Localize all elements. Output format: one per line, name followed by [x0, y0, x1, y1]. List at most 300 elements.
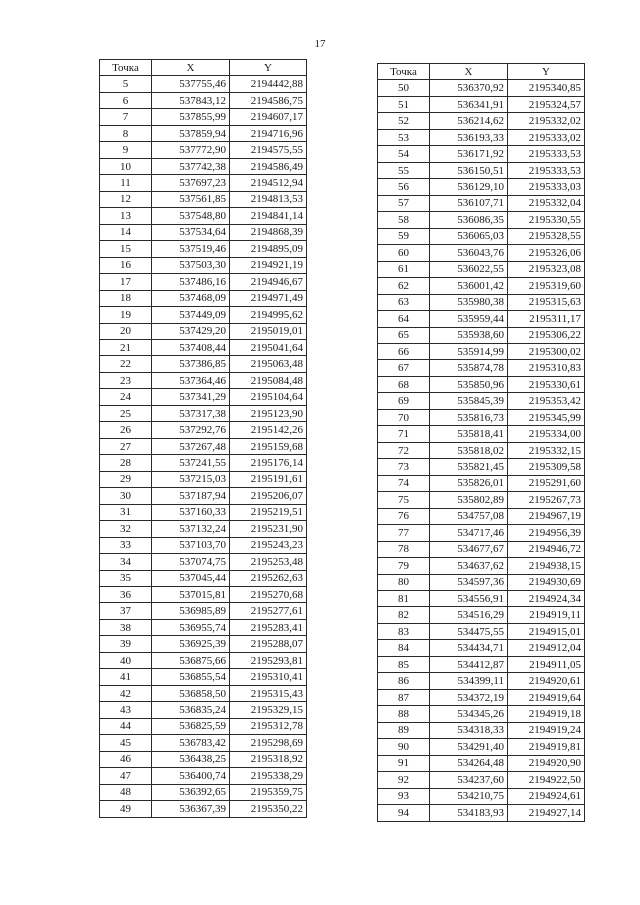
- y-cell: 2195310,83: [508, 360, 585, 376]
- point-cell: 23: [100, 372, 152, 388]
- y-cell: 2195310,41: [230, 669, 307, 685]
- y-cell: 2195277,61: [230, 603, 307, 619]
- x-cell: 537132,24: [152, 521, 230, 537]
- y-cell: 2194868,39: [230, 224, 307, 240]
- x-cell: 536858,50: [152, 685, 230, 701]
- y-cell: 2195283,41: [230, 619, 307, 635]
- y-cell: 2195318,92: [230, 751, 307, 767]
- x-cell: 535914,99: [430, 343, 508, 359]
- table-row: [100, 488, 307, 504]
- point-cell: 83: [378, 623, 430, 639]
- y-cell: 2194971,49: [230, 290, 307, 306]
- point-cell: 77: [378, 525, 430, 541]
- table-row: [378, 80, 585, 96]
- point-cell: 73: [378, 459, 430, 475]
- point-cell: 29: [100, 471, 152, 487]
- y-cell: 2195345,99: [508, 409, 585, 425]
- table-row: [100, 702, 307, 718]
- point-cell: 52: [378, 113, 430, 129]
- x-cell: 536955,74: [152, 619, 230, 635]
- point-cell: 64: [378, 311, 430, 327]
- x-cell: 537449,09: [152, 307, 230, 323]
- table-row: [378, 541, 585, 557]
- y-cell: 2195333,03: [508, 179, 585, 195]
- x-cell: 535980,38: [430, 294, 508, 310]
- x-cell: 537103,70: [152, 537, 230, 553]
- x-cell: 537503,30: [152, 257, 230, 273]
- point-cell: 21: [100, 339, 152, 355]
- y-cell: 2195206,07: [230, 488, 307, 504]
- table-row: [378, 195, 585, 211]
- point-cell: 17: [100, 274, 152, 290]
- coordinates-table-right: [377, 63, 585, 822]
- x-cell: 536129,10: [430, 179, 508, 195]
- y-cell: 2195063,48: [230, 356, 307, 372]
- point-cell: 50: [378, 80, 430, 96]
- y-cell: 2194921,19: [230, 257, 307, 273]
- x-cell: 536065,03: [430, 228, 508, 244]
- x-cell: 537215,03: [152, 471, 230, 487]
- table-row: [378, 623, 585, 639]
- y-cell: 2194920,90: [508, 755, 585, 771]
- table-row: [378, 558, 585, 574]
- y-cell: 2195332,15: [508, 442, 585, 458]
- x-cell: 537364,46: [152, 372, 230, 388]
- x-cell: 534372,19: [430, 689, 508, 705]
- table-row: [100, 142, 307, 158]
- table-row: [378, 574, 585, 590]
- header-x: X: [430, 64, 508, 80]
- y-cell: 2195309,58: [508, 459, 585, 475]
- y-cell: 2195176,14: [230, 455, 307, 471]
- point-cell: 54: [378, 146, 430, 162]
- x-cell: 534412,87: [430, 656, 508, 672]
- header-x: X: [152, 60, 230, 76]
- point-cell: 57: [378, 195, 430, 211]
- point-cell: 91: [378, 755, 430, 771]
- table-row: [378, 228, 585, 244]
- table-row: [378, 805, 585, 821]
- x-cell: 537534,64: [152, 224, 230, 240]
- x-cell: 536855,54: [152, 669, 230, 685]
- y-cell: 2194920,61: [508, 673, 585, 689]
- point-cell: 72: [378, 442, 430, 458]
- point-cell: 30: [100, 488, 152, 504]
- y-cell: 2194919,24: [508, 722, 585, 738]
- point-cell: 71: [378, 426, 430, 442]
- table-body-left: [100, 76, 307, 817]
- y-cell: 2195267,73: [508, 492, 585, 508]
- y-cell: 2194924,34: [508, 591, 585, 607]
- x-cell: 534516,29: [430, 607, 508, 623]
- table-row: [100, 76, 307, 92]
- point-cell: 20: [100, 323, 152, 339]
- y-cell: 2195338,29: [230, 768, 307, 784]
- point-cell: 66: [378, 343, 430, 359]
- point-cell: 55: [378, 162, 430, 178]
- point-cell: 56: [378, 179, 430, 195]
- table-row: [100, 92, 307, 108]
- x-cell: 535818,41: [430, 426, 508, 442]
- y-cell: 2194919,11: [508, 607, 585, 623]
- x-cell: 534434,71: [430, 640, 508, 656]
- point-cell: 15: [100, 241, 152, 257]
- point-cell: 5: [100, 76, 152, 92]
- point-cell: 22: [100, 356, 152, 372]
- table-row: [378, 492, 585, 508]
- y-cell: 2195319,60: [508, 278, 585, 294]
- y-cell: 2194575,55: [230, 142, 307, 158]
- y-cell: 2195350,22: [230, 801, 307, 817]
- y-cell: 2194919,81: [508, 739, 585, 755]
- table-row: [378, 459, 585, 475]
- x-cell: 536985,89: [152, 603, 230, 619]
- table-row: [100, 603, 307, 619]
- point-cell: 11: [100, 175, 152, 191]
- x-cell: 535938,60: [430, 327, 508, 343]
- point-cell: 47: [100, 768, 152, 784]
- point-cell: 63: [378, 294, 430, 310]
- point-cell: 19: [100, 307, 152, 323]
- table-row: [100, 685, 307, 701]
- y-cell: 2195041,64: [230, 339, 307, 355]
- point-cell: 26: [100, 422, 152, 438]
- y-cell: 2194938,15: [508, 558, 585, 574]
- point-cell: 89: [378, 722, 430, 738]
- table-row: [378, 212, 585, 228]
- y-cell: 2195340,85: [508, 80, 585, 96]
- point-cell: 16: [100, 257, 152, 273]
- table-row: [100, 257, 307, 273]
- point-cell: 51: [378, 96, 430, 112]
- table-row: [378, 360, 585, 376]
- point-cell: 48: [100, 784, 152, 800]
- y-cell: 2195288,07: [230, 636, 307, 652]
- y-cell: 2195298,69: [230, 735, 307, 751]
- y-cell: 2194716,96: [230, 125, 307, 141]
- x-cell: 534399,11: [430, 673, 508, 689]
- point-cell: 75: [378, 492, 430, 508]
- table-row: [378, 278, 585, 294]
- x-cell: 536086,35: [430, 212, 508, 228]
- y-cell: 2194586,49: [230, 158, 307, 174]
- x-cell: 536925,39: [152, 636, 230, 652]
- y-cell: 2195332,04: [508, 195, 585, 211]
- x-cell: 537160,33: [152, 504, 230, 520]
- y-cell: 2195326,06: [508, 245, 585, 261]
- y-cell: 2194946,67: [230, 274, 307, 290]
- table-row: [100, 208, 307, 224]
- y-cell: 2194946,72: [508, 541, 585, 557]
- x-cell: 536438,25: [152, 751, 230, 767]
- x-cell: 535959,44: [430, 311, 508, 327]
- point-cell: 58: [378, 212, 430, 228]
- point-cell: 12: [100, 191, 152, 207]
- table-row: [100, 537, 307, 553]
- point-cell: 9: [100, 142, 152, 158]
- table-row: [100, 422, 307, 438]
- x-cell: 535818,02: [430, 442, 508, 458]
- x-cell: 537317,38: [152, 405, 230, 421]
- y-cell: 2195333,53: [508, 146, 585, 162]
- point-cell: 82: [378, 607, 430, 623]
- table-row: [378, 475, 585, 491]
- point-cell: 88: [378, 706, 430, 722]
- table-row: [378, 343, 585, 359]
- table-row: [378, 294, 585, 310]
- table-row: [378, 788, 585, 804]
- table-row: [378, 591, 585, 607]
- y-cell: 2195300,02: [508, 343, 585, 359]
- point-cell: 10: [100, 158, 152, 174]
- table-row: [100, 158, 307, 174]
- x-cell: 535826,01: [430, 475, 508, 491]
- table-row: [100, 224, 307, 240]
- y-cell: 2194813,53: [230, 191, 307, 207]
- table-row: [100, 768, 307, 784]
- x-cell: 536825,59: [152, 718, 230, 734]
- x-cell: 536150,51: [430, 162, 508, 178]
- table-row: [100, 751, 307, 767]
- x-cell: 535874,78: [430, 360, 508, 376]
- table-row: [378, 525, 585, 541]
- table-row: [378, 426, 585, 442]
- y-cell: 2195333,02: [508, 129, 585, 145]
- table-row: [378, 607, 585, 623]
- table-row: [378, 739, 585, 755]
- point-cell: 25: [100, 405, 152, 421]
- table-row: [100, 735, 307, 751]
- point-cell: 28: [100, 455, 152, 471]
- x-cell: 537697,23: [152, 175, 230, 191]
- y-cell: 2195359,75: [230, 784, 307, 800]
- x-cell: 536400,74: [152, 768, 230, 784]
- table-header-row: [100, 60, 307, 76]
- point-cell: 37: [100, 603, 152, 619]
- point-cell: 90: [378, 739, 430, 755]
- table-row: [100, 619, 307, 635]
- table-row: [100, 455, 307, 471]
- point-cell: 53: [378, 129, 430, 145]
- y-cell: 2194956,39: [508, 525, 585, 541]
- y-cell: 2195353,42: [508, 393, 585, 409]
- point-cell: 40: [100, 652, 152, 668]
- x-cell: 537855,99: [152, 109, 230, 125]
- table-row: [100, 521, 307, 537]
- table-row: [100, 323, 307, 339]
- point-cell: 78: [378, 541, 430, 557]
- table-row: [100, 405, 307, 421]
- x-cell: 534475,55: [430, 623, 508, 639]
- point-cell: 27: [100, 438, 152, 454]
- table-row: [100, 801, 307, 817]
- page-number: 17: [314, 38, 326, 50]
- x-cell: 537386,85: [152, 356, 230, 372]
- x-cell: 537187,94: [152, 488, 230, 504]
- point-cell: 18: [100, 290, 152, 306]
- header-y: Y: [508, 64, 585, 80]
- x-cell: 536107,71: [430, 195, 508, 211]
- x-cell: 537742,38: [152, 158, 230, 174]
- point-cell: 34: [100, 554, 152, 570]
- table-row: [378, 327, 585, 343]
- table-row: [100, 718, 307, 734]
- table-row: [100, 652, 307, 668]
- point-cell: 14: [100, 224, 152, 240]
- x-cell: 536370,92: [430, 80, 508, 96]
- table-row: [378, 376, 585, 392]
- y-cell: 2194912,04: [508, 640, 585, 656]
- table-row: [100, 175, 307, 191]
- point-cell: 81: [378, 591, 430, 607]
- y-cell: 2195315,43: [230, 685, 307, 701]
- table-row: [100, 274, 307, 290]
- y-cell: 2194927,14: [508, 805, 585, 821]
- y-cell: 2195142,26: [230, 422, 307, 438]
- x-cell: 534237,60: [430, 772, 508, 788]
- table-row: [100, 307, 307, 323]
- table-row: [378, 508, 585, 524]
- point-cell: 39: [100, 636, 152, 652]
- table-row: [378, 129, 585, 145]
- table-body-right: [378, 80, 585, 821]
- point-cell: 79: [378, 558, 430, 574]
- x-cell: 534291,40: [430, 739, 508, 755]
- point-cell: 59: [378, 228, 430, 244]
- table-row: [100, 587, 307, 603]
- y-cell: 2195191,61: [230, 471, 307, 487]
- y-cell: 2195219,51: [230, 504, 307, 520]
- y-cell: 2195270,68: [230, 587, 307, 603]
- x-cell: 534677,67: [430, 541, 508, 557]
- x-cell: 534183,93: [430, 805, 508, 821]
- point-cell: 7: [100, 109, 152, 125]
- y-cell: 2194442,88: [230, 76, 307, 92]
- x-cell: 537468,09: [152, 290, 230, 306]
- table-row: [378, 772, 585, 788]
- header-point: Точка: [378, 64, 430, 80]
- x-cell: 536367,39: [152, 801, 230, 817]
- point-cell: 62: [378, 278, 430, 294]
- table-row: [378, 261, 585, 277]
- table-row: [100, 191, 307, 207]
- y-cell: 2195329,15: [230, 702, 307, 718]
- y-cell: 2194995,62: [230, 307, 307, 323]
- table-row: [378, 755, 585, 771]
- y-cell: 2195243,23: [230, 537, 307, 553]
- y-cell: 2195334,00: [508, 426, 585, 442]
- table-row: [100, 570, 307, 586]
- x-cell: 537045,44: [152, 570, 230, 586]
- table-row: [378, 113, 585, 129]
- table-row: [378, 245, 585, 261]
- x-cell: 536022,55: [430, 261, 508, 277]
- table-row: [100, 636, 307, 652]
- table-row: [100, 438, 307, 454]
- table-row: [378, 311, 585, 327]
- table-row: [100, 372, 307, 388]
- point-cell: 45: [100, 735, 152, 751]
- table-row: [378, 673, 585, 689]
- point-cell: 68: [378, 376, 430, 392]
- x-cell: 537341,29: [152, 389, 230, 405]
- y-cell: 2194512,94: [230, 175, 307, 191]
- table-row: [100, 471, 307, 487]
- y-cell: 2195104,64: [230, 389, 307, 405]
- y-cell: 2195312,78: [230, 718, 307, 734]
- table-row: [100, 554, 307, 570]
- point-cell: 60: [378, 245, 430, 261]
- x-cell: 535821,45: [430, 459, 508, 475]
- x-cell: 537267,48: [152, 438, 230, 454]
- point-cell: 13: [100, 208, 152, 224]
- x-cell: 536001,42: [430, 278, 508, 294]
- x-cell: 536835,24: [152, 702, 230, 718]
- x-cell: 535850,96: [430, 376, 508, 392]
- x-cell: 537548,80: [152, 208, 230, 224]
- x-cell: 535845,39: [430, 393, 508, 409]
- x-cell: 535802,89: [430, 492, 508, 508]
- point-cell: 76: [378, 508, 430, 524]
- x-cell: 536193,33: [430, 129, 508, 145]
- point-cell: 49: [100, 801, 152, 817]
- point-cell: 69: [378, 393, 430, 409]
- point-cell: 43: [100, 702, 152, 718]
- x-cell: 537561,85: [152, 191, 230, 207]
- x-cell: 537859,94: [152, 125, 230, 141]
- y-cell: 2194607,17: [230, 109, 307, 125]
- y-cell: 2195291,60: [508, 475, 585, 491]
- point-cell: 46: [100, 751, 152, 767]
- x-cell: 535816,73: [430, 409, 508, 425]
- y-cell: 2194919,64: [508, 689, 585, 705]
- header-point: Точка: [100, 60, 152, 76]
- point-cell: 61: [378, 261, 430, 277]
- x-cell: 534264,48: [430, 755, 508, 771]
- x-cell: 534210,75: [430, 788, 508, 804]
- point-cell: 31: [100, 504, 152, 520]
- point-cell: 86: [378, 673, 430, 689]
- x-cell: 537292,76: [152, 422, 230, 438]
- header-y: Y: [230, 60, 307, 76]
- coordinates-table-left: [99, 59, 307, 818]
- point-cell: 6: [100, 92, 152, 108]
- table-row: [378, 179, 585, 195]
- x-cell: 536341,91: [430, 96, 508, 112]
- x-cell: 537015,81: [152, 587, 230, 603]
- point-cell: 87: [378, 689, 430, 705]
- table-row: [100, 784, 307, 800]
- x-cell: 537486,16: [152, 274, 230, 290]
- x-cell: 536043,76: [430, 245, 508, 261]
- x-cell: 536214,62: [430, 113, 508, 129]
- point-cell: 93: [378, 788, 430, 804]
- point-cell: 44: [100, 718, 152, 734]
- y-cell: 2195253,48: [230, 554, 307, 570]
- point-cell: 85: [378, 656, 430, 672]
- y-cell: 2194915,01: [508, 623, 585, 639]
- y-cell: 2195330,61: [508, 376, 585, 392]
- x-cell: 534757,08: [430, 508, 508, 524]
- table-row: [378, 689, 585, 705]
- point-cell: 24: [100, 389, 152, 405]
- x-cell: 536392,65: [152, 784, 230, 800]
- point-cell: 65: [378, 327, 430, 343]
- point-cell: 84: [378, 640, 430, 656]
- x-cell: 537408,44: [152, 339, 230, 355]
- x-cell: 534556,91: [430, 591, 508, 607]
- table-row: [100, 241, 307, 257]
